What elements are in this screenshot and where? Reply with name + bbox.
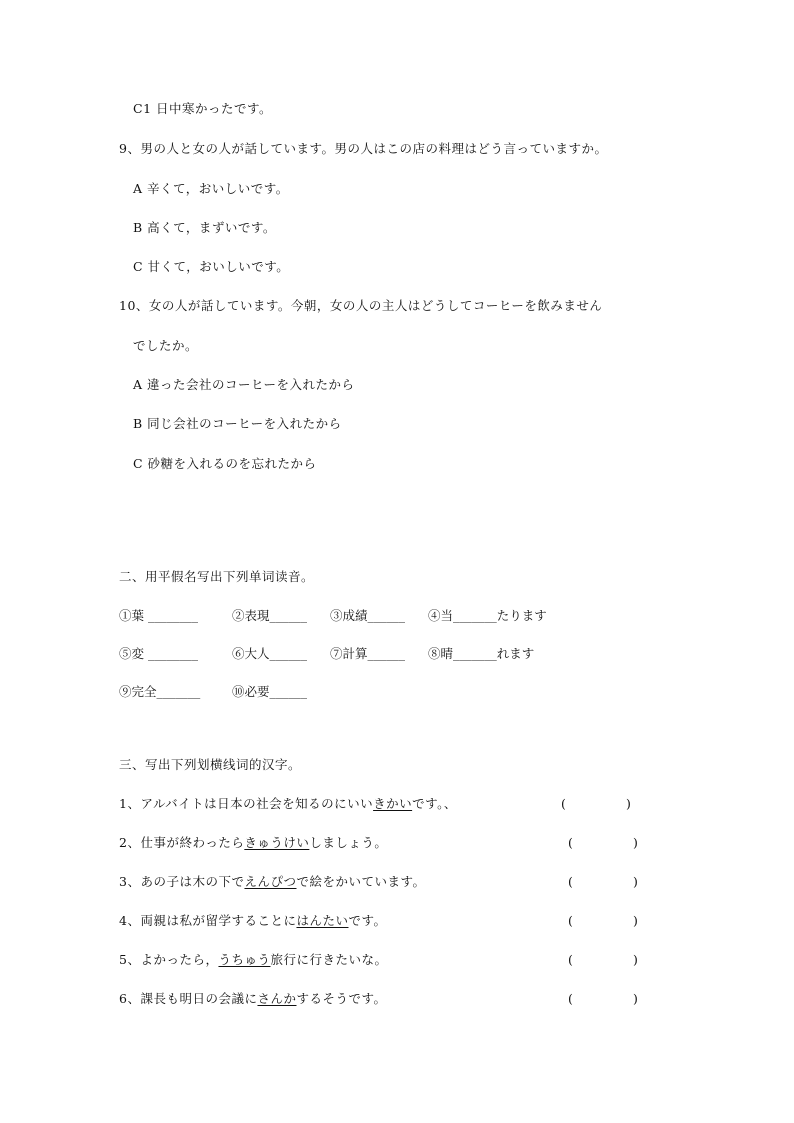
kanji-item-6-paren-close: ) xyxy=(633,991,638,1006)
section2-title: 二、用平假名写出下列单词读音。 xyxy=(119,569,315,584)
q10-option-b: B 同じ会社のコーヒーを入れたから xyxy=(133,416,342,431)
kanji-item-1-paren-open: ( xyxy=(561,796,566,811)
kanji-item-5-underlined: うちゅう xyxy=(218,952,271,967)
q10-stem-line2: でしたか。 xyxy=(133,338,199,353)
q10-stem-line1: 10、女の人が話しています。今朝，女の人の主人はどうしてコーヒーを飲みません xyxy=(119,298,603,313)
q9-option-c: C 甘くて，おいしいです。 xyxy=(133,259,290,274)
q10-option-c: C 砂糖を入れるのを忘れたから xyxy=(133,456,317,471)
reading-item-1: ①葉 ________ xyxy=(119,608,198,623)
kanji-item-2-paren-close: ) xyxy=(633,835,638,850)
reading-item-6: ⑥大人______ xyxy=(232,646,308,661)
kanji-item-2-underlined: きゅうけい xyxy=(244,835,310,850)
kanji-item-5-paren-open: ( xyxy=(568,952,573,967)
kanji-item-4: 4、両親は私が留学することにはんたいです。 xyxy=(119,913,387,928)
kanji-item-2: 2、仕事が終わったらきゅうけいしましょう。 xyxy=(119,835,388,850)
kanji-item-3: 3、あの子は木の下でえんぴつで絵をかいています。 xyxy=(119,874,426,889)
kanji-item-6: 6、課長も明日の会議にさんかするそうです。 xyxy=(119,991,387,1006)
reading-item-10: ⑩必要______ xyxy=(232,684,308,699)
kanji-item-2-paren-open: ( xyxy=(568,835,573,850)
section3-title: 三、写出下列划横线词的汉字。 xyxy=(119,757,302,772)
q9-option-a: A 辛くて，おいしいです。 xyxy=(133,181,289,196)
kanji-item-5-paren-close: ) xyxy=(633,952,638,967)
kanji-item-4-paren-open: ( xyxy=(568,913,573,928)
kanji-item-3-underlined: えんぴつ xyxy=(244,874,297,889)
q10-option-a: A 違った会社のコーヒーを入れたから xyxy=(133,377,355,392)
kanji-item-1-underlined: きかい xyxy=(373,796,413,811)
kanji-item-1: 1、アルバイトは日本の社会を知るのにいいきかいです。、 xyxy=(119,796,457,811)
reading-item-3: ③成績______ xyxy=(330,608,406,623)
kanji-item-3-paren-close: ) xyxy=(633,874,638,889)
reading-item-9: ⑨完全_______ xyxy=(119,684,201,699)
reading-item-4: ④当_______たります xyxy=(428,608,547,623)
kanji-item-5: 5、よかったら，うちゅう旅行に行きたいな。 xyxy=(119,952,388,967)
q8-option-c: C1 日中寒かったです。 xyxy=(133,101,272,116)
kanji-item-4-paren-close: ) xyxy=(633,913,638,928)
reading-item-8: ⑧晴_______れます xyxy=(428,646,535,661)
kanji-item-6-underlined: さんか xyxy=(257,991,297,1006)
reading-item-2: ②表現______ xyxy=(232,608,308,623)
q9-option-b: B 高くて，まずいです。 xyxy=(133,220,276,235)
q9-stem: 9、男の人と女の人が話しています。男の人はこの店の料理はどう言っていますか。 xyxy=(119,141,608,156)
reading-item-5: ⑤変 ________ xyxy=(119,646,198,661)
reading-item-7: ⑦計算______ xyxy=(330,646,406,661)
kanji-item-3-paren-open: ( xyxy=(568,874,573,889)
kanji-item-4-underlined: はんたい xyxy=(296,913,349,928)
kanji-item-6-paren-open: ( xyxy=(568,991,573,1006)
kanji-item-1-paren-close: ) xyxy=(626,796,631,811)
